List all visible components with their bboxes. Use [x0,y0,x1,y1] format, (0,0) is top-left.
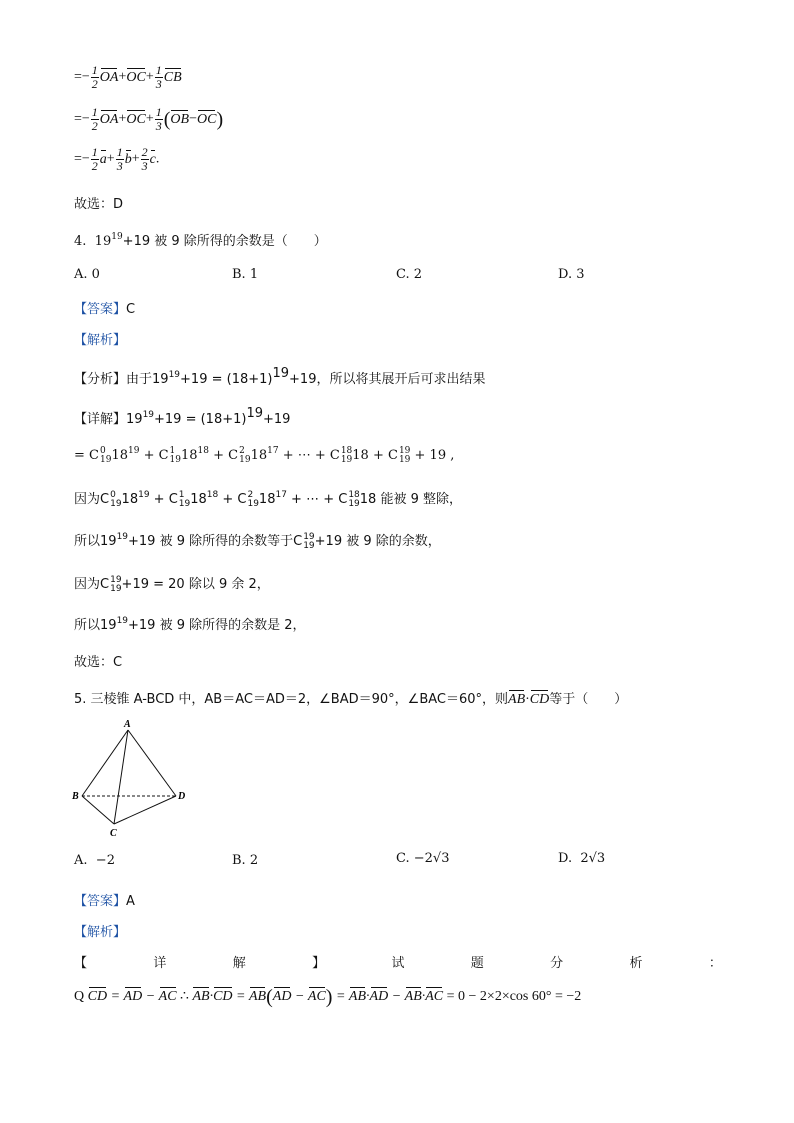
vertex-label-c: C [110,828,117,839]
sol3-line2: =− $\frac{1}{2}$ OA+OC+ $\frac{1}{3}$ (OB−OC) [74,105,224,133]
q4-option-a: A. 0 [74,267,100,282]
q4-answer: 【答案】C [74,302,136,317]
q5-stem: 5. 三棱锥 A-BCD 中，AB＝AC＝AD＝2，∠BAD＝90°，∠BAC＝60°，则AB·CD等于（ ） [74,692,628,707]
q5-option-c: C. −2√3 [396,851,450,866]
q4-because-line: 因为C 0 19 $18^{19} + C$ 1 19 $18^{18} + C$ 2 19 $18^{17}$ + ⋯ + C 18 19 18 能被 9 整除， [74,489,462,509]
vertex-label-d: D [178,791,186,802]
q4-so-line: 所以$19^{19}+19$ 被 9 除所得的余数等于C 19 19 +19 被 9 除的余数， [74,531,441,551]
q5-detail-heading: 【 详 解 】 试 题 分 析 ： [74,956,722,971]
q4-fenxi: 【分析】由于$19^{19}+19 = (18+1)^{19}+19$，所以将其展开后可求出结果 [74,366,486,387]
vertex-label-a: A [124,719,131,730]
q4-choice: 故选：C [74,655,123,670]
q4-expansion: = C 0 19 $18^{19} + C$ 1 19 $18^{18} + C$ 2 19 $18^{17}$ + ⋯ + C 18 19 18 + C 19 19 + 19 , [74,445,455,465]
q5-option-b: B. 2 [232,853,259,868]
q4-analysis-heading: 【解析】 [74,333,127,348]
sol3-line1: =− $\frac{1}{2}$ OA+OC+ $\frac{1}{3}$ CB [74,63,182,91]
q5-final-equation: Q CD = AD − AC ∴ AB·CD = AB(AD − AC) = AB·AD − AB·AC = 0 − 2×2×cos 60° = −2 [74,986,582,1008]
q4-because2-line: 因为C 19 19 +19 = 20 除以 9 余 2， [74,574,270,594]
q4-option-c: C. 2 [396,267,423,282]
q4-xiangjie: 【详解】$19^{19}+19 = (18+1)^{19}+19$ [74,406,291,427]
sol3-choice: 故选：D [74,197,124,212]
q5-option-d: D. 2√3 [558,851,606,866]
sol3-line3: =− $\frac{1}{2}$ a+ $\frac{1}{3}$ b+ $\frac{2}{3}$ c. [74,145,160,173]
vertex-label-b: B [72,791,79,802]
q4-option-b: B. 1 [232,267,259,282]
tetrahedron-figure [68,716,198,840]
q5-option-a: A. −2 [74,853,115,868]
q5-analysis-heading: 【解析】 [74,925,127,940]
q4-option-d: D. 3 [558,267,585,282]
q4-stem: 4. $19^{19}+19$ 被 9 除所得的余数是（ ） [74,232,327,249]
q4-so2-line: 所以$19^{19}+19$ 被 9 除所得的余数是 2， [74,616,306,633]
q5-answer: 【答案】A [74,894,135,909]
